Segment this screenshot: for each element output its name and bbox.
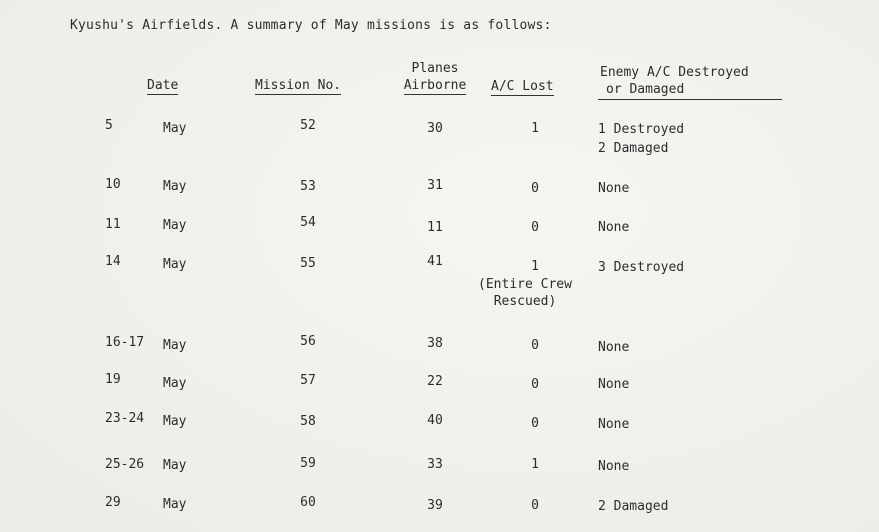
row6-planes: 22	[427, 374, 443, 389]
row1-month: May	[163, 121, 187, 136]
row1-day: 5	[105, 118, 113, 133]
row5-planes: 38	[427, 336, 443, 351]
row6-day: 19	[105, 372, 121, 387]
row9-day: 29	[105, 495, 121, 510]
row8-planes: 33	[427, 457, 443, 472]
row6-enemy: None	[598, 377, 630, 392]
row8-lost: 1	[531, 457, 539, 472]
header-enemy-underline	[598, 99, 782, 100]
row5-day: 16-17	[105, 335, 145, 350]
row7-enemy: None	[598, 417, 630, 432]
row3-enemy: None	[598, 220, 630, 235]
header-enemy-line1: Enemy A/C Destroyed	[600, 65, 749, 80]
row9-lost: 0	[531, 498, 539, 513]
header-mission	[255, 77, 341, 94]
header-date-label: Date	[147, 78, 179, 93]
row8-month: May	[163, 458, 187, 473]
row1-planes: 30	[427, 121, 443, 136]
intro-text: Kyushu's Airfields. A summary of May missions is as follows:	[70, 18, 552, 33]
row7-mission: 58	[300, 414, 316, 429]
row4-note-line1: (Entire Crew	[478, 277, 572, 292]
row5-mission: 56	[300, 334, 316, 349]
row4-enemy: 3 Destroyed	[598, 260, 685, 275]
row9-month: May	[163, 497, 187, 512]
row2-lost: 0	[531, 181, 539, 196]
row3-day: 11	[105, 217, 121, 232]
row3-month: May	[163, 218, 187, 233]
row2-mission: 53	[300, 179, 316, 194]
row3-mission: 54	[300, 215, 316, 230]
row4-month: May	[163, 257, 187, 272]
row7-month: May	[163, 414, 187, 429]
row1-mission: 52	[300, 118, 316, 133]
row1-enemy: 1 Destroyed	[598, 122, 685, 137]
header-enemy-line2: or Damaged	[606, 82, 685, 97]
row9-planes: 39	[427, 498, 443, 513]
row4-lost: 1	[531, 259, 539, 274]
row7-day: 23-24	[105, 411, 145, 426]
row2-day: 10	[105, 177, 121, 192]
row6-month: May	[163, 376, 187, 391]
header-enemy	[600, 64, 749, 98]
row6-lost: 0	[531, 377, 539, 392]
row4-note-line2: Rescued)	[493, 294, 557, 309]
row9-enemy: 2 Damaged	[598, 499, 669, 514]
header-lost	[491, 78, 554, 95]
header-planes	[393, 60, 477, 94]
header-planes-line2: Airborne	[403, 78, 467, 93]
row4-planes: 41	[427, 254, 443, 269]
row6-mission: 57	[300, 373, 316, 388]
row8-enemy: None	[598, 459, 630, 474]
row5-lost: 0	[531, 338, 539, 353]
header-mission-label: Mission No.	[255, 78, 342, 93]
row2-enemy: None	[598, 181, 630, 196]
row1-lost: 1	[531, 121, 539, 136]
row8-day: 25-26	[105, 457, 145, 472]
row5-month: May	[163, 338, 187, 353]
row4-note	[465, 276, 585, 310]
row4-day: 14	[105, 254, 121, 269]
header-planes-line1: Planes	[411, 61, 459, 76]
row3-lost: 0	[531, 220, 539, 235]
row2-planes: 31	[427, 178, 443, 193]
header-date	[147, 77, 178, 94]
header-lost-label: A/C Lost	[491, 79, 554, 94]
row2-month: May	[163, 179, 187, 194]
row7-lost: 0	[531, 416, 539, 431]
row4-mission: 55	[300, 256, 316, 271]
row7-planes: 40	[427, 413, 443, 428]
row8-mission: 59	[300, 456, 316, 471]
row1-enemy-2: 2 Damaged	[598, 141, 669, 156]
row9-mission: 60	[300, 495, 316, 510]
row3-planes: 11	[427, 220, 443, 235]
row5-enemy: None	[598, 340, 630, 355]
